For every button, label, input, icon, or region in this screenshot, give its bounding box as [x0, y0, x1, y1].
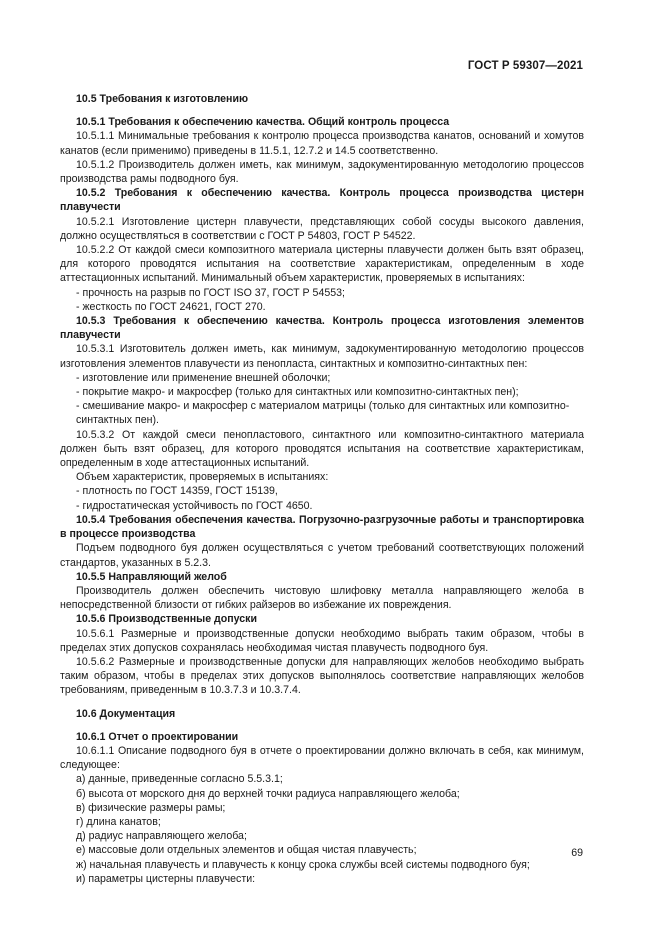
paragraph: 10.6.1.1 Описание подводного буя в отчете о проектировании должно включать в себя, как минимум, следующее: [60, 744, 584, 772]
paragraph: 10.5.2.2 От каждой смеси композитного материала цистерны плавучести должен быть взят образец, для которого проводятся испытания на соответствие характеристикам, определенным в ходе аттестационных испытаний. Минимальный объем характеристик, проверяемых в испытаниях: [60, 244, 584, 285]
list-item: - изготовление или применение внешней оболочки; [76, 371, 331, 384]
paragraph: 10.5.6.2 Размерные и производственные допуски для направляющих желобов необходимо выбрать таким образом, чтобы в пределах этих допусков выполнялось соответствие направляющих желобов требованиям, приведенным в 10.3.7.3 и 10.3.7.4. [60, 655, 584, 697]
section-heading: 10.5 Требования к изготовлению [76, 93, 249, 105]
paragraph: 10.5.2.1 Изготовление цистерн плавучести, представляющих собой сосуды высокого давления, должно осуществляться в соответствии с ГОСТ Р 54803, ГОСТ Р 54522. [60, 215, 584, 242]
list-item: - плотность по ГОСТ 14359, ГОСТ 15139, [76, 485, 278, 498]
list-item: г) длина канатов; [76, 815, 161, 828]
list-item: в) физические размеры рамы; [76, 801, 226, 814]
list-item: а) данные, приведенные согласно 5.5.3.1; [76, 773, 283, 786]
list-item: е) массовые доли отдельных элементов и общая чистая плавучесть; [76, 844, 417, 857]
document-body [60, 89, 584, 886]
list-item: б) высота от морского дня до верхней точки радиуса направляющего желоба; [76, 787, 460, 800]
list-item: - смешивание макро- и макросфер с материалом матрицы (только для синтактных или композитно-синтактных пен). [76, 400, 570, 427]
subsection-heading: 10.6.1 Отчет о проектировании [76, 730, 239, 743]
paragraph: Производитель должен обеспечить чистовую шлифовку металла направляющего желоба в непосредственной близости от гибких райзеров во избежание их повреждения. [60, 584, 584, 612]
document-header: ГОСТ Р 59307—2021 [467, 60, 583, 72]
list-item: - прочность на разрыв по ГОСТ ISO 37, ГОСТ Р 54553; [76, 286, 345, 299]
list-item: - покрытие макро- и макросфер (только для синтактных или композитно-синтактных пен); [76, 386, 519, 399]
list-item: д) радиус направляющего желоба; [76, 830, 247, 843]
paragraph: 10.5.3.2 От каждой смеси пенопластового, синтактного или композитно-синтактного материала должен быть взят образец, для которого проводятся испытания на соответствие характеристикам, определенным в ходе аттестационных испытаний. [60, 428, 584, 470]
subsection-heading: 10.5.3 Требования к обеспечению качества. Контроль процесса изготовления элементов плавучести [60, 315, 584, 342]
section-heading: 10.6 Документация [76, 707, 176, 720]
subsection-heading: 10.5.4 Требования обеспечения качества. Погрузочно-разгрузочные работы и транспортировка в процессе производства [60, 513, 584, 541]
list-item: - жесткость по ГОСТ 24621, ГОСТ 270. [76, 300, 266, 313]
paragraph: 10.5.3.1 Изготовитель должен иметь, как минимум, задокументированную методологию процессов изготовления элементов плавучести из пенопласта, синтактных и композитно-синтактных пен: [60, 343, 584, 370]
subsection-heading: 10.5.6 Производственные допуски [76, 613, 257, 626]
subsection-heading: 10.5.1 Требования к обеспечению качества. Общий контроль процесса [76, 116, 450, 129]
paragraph: 10.5.1.1 Минимальные требования к контролю процесса производства канатов, оснований и хомутов канатов (если применимо) приведены в 11.5.1, 12.7.2 и 14.5 соответственно. [60, 130, 584, 157]
paragraph: Объем характеристик, проверяемых в испытаниях: [76, 471, 329, 484]
list-item: ж) начальная плавучесть и плавучесть к концу срока службы всей системы подводного буя; [76, 858, 530, 871]
subsection-heading: 10.5.5 Направляющий желоб [76, 570, 227, 583]
subsection-heading: 10.5.2 Требования к обеспечению качества. Контроль процесса производства цистерн плавучести [60, 187, 584, 214]
paragraph: 10.5.1.2 Производитель должен иметь, как минимум, задокументированную методологию процессов производства рамы подводного буя. [60, 158, 584, 186]
list-item: - гидростатическая устойчивость по ГОСТ 4650. [76, 499, 313, 512]
page-number: 69 [571, 847, 583, 859]
list-item: и) параметры цистерны плавучести: [76, 872, 256, 885]
paragraph: 10.5.6.1 Размерные и производственные допуски необходимо выбрать таким образом, чтобы в пределах этих допусков сохранялась необходимая чистая плавучесть подводного буя. [60, 627, 584, 654]
paragraph: Подъем подводного буя должен осуществляться с учетом требований соответствующих положений стандартов, указанных в 5.2.3. [60, 542, 584, 569]
